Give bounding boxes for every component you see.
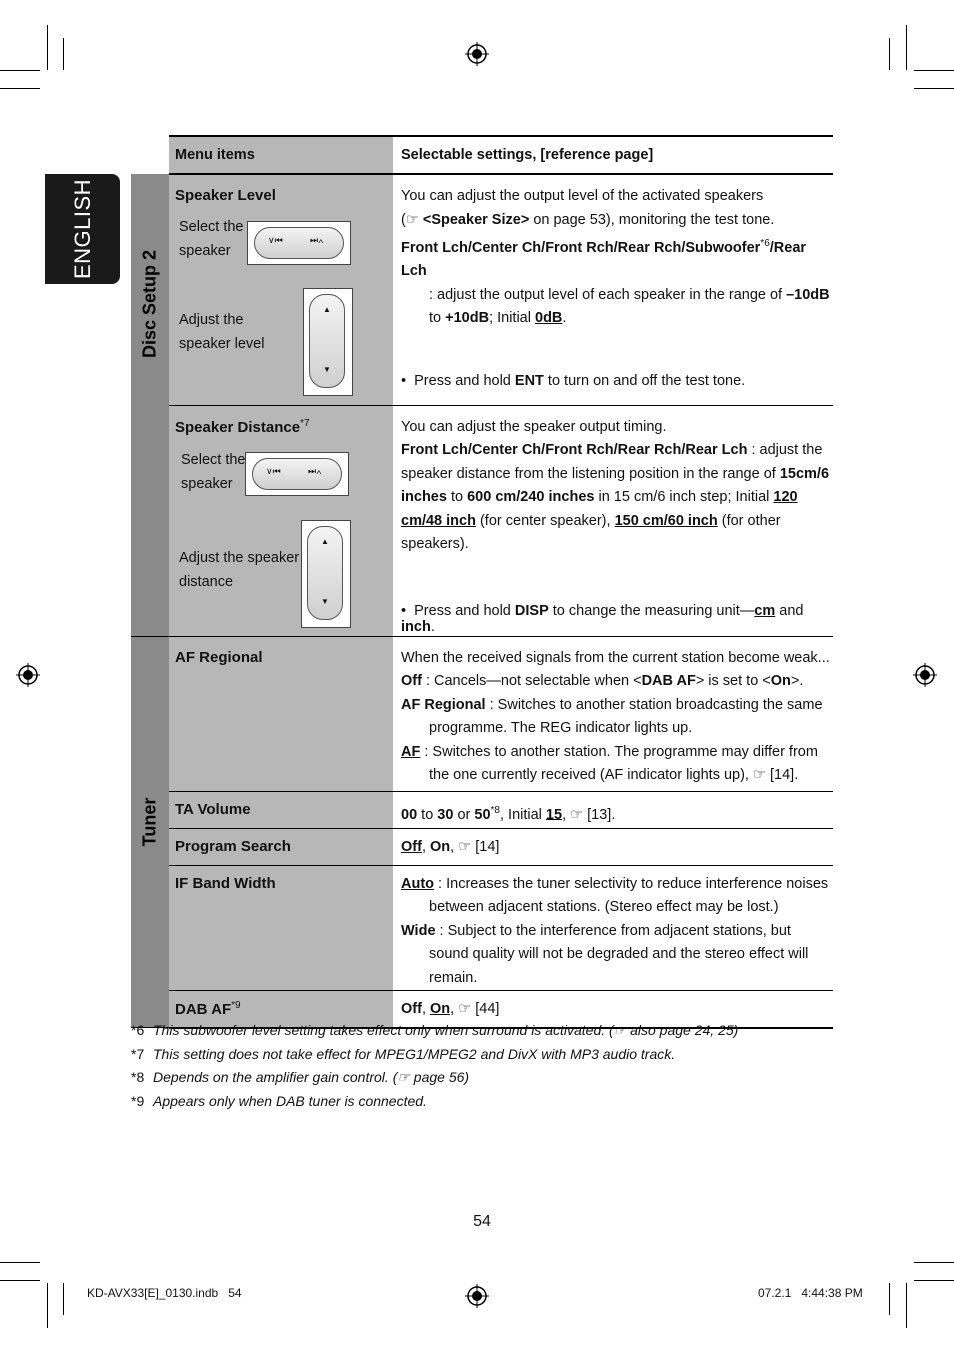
select-speaker-label: Select the speaker — [181, 451, 246, 492]
setting-text: to — [417, 806, 438, 823]
item-name: Program Search — [175, 837, 291, 855]
bullet-text: and — [775, 602, 804, 619]
crop-mark — [914, 1280, 954, 1281]
reference-icon: ☞ — [405, 211, 423, 228]
crop-mark — [0, 70, 40, 71]
crop-mark — [0, 1280, 40, 1281]
setting-initial-value: 0dB — [535, 310, 563, 327]
footnote-mark: *7 — [131, 1045, 145, 1062]
setting-initial-value: AF — [401, 743, 421, 760]
setting-text: : Switches to another station. The programme may differ from the one currently received (AF indicator lights up), ☞ [14]. — [420, 743, 818, 783]
table-row — [131, 174, 833, 405]
crop-mark — [47, 1283, 48, 1328]
settings-ta-volume — [393, 791, 833, 828]
setting-value: +10dB — [445, 310, 490, 327]
footnote-text: This setting does not take effect for MPEG1/MPEG2 and DivX with MP3 audio track. — [153, 1045, 676, 1062]
key-name: ENT — [514, 373, 544, 389]
header-selectable-settings: Selectable settings, [reference page] — [393, 136, 833, 174]
setting-text: on page 53), monitoring the test tone. — [529, 211, 775, 228]
setting-value: On — [770, 673, 791, 689]
registration-mark-icon — [16, 663, 40, 687]
setting-ref: DAB AF — [641, 673, 696, 689]
table-row — [131, 828, 833, 865]
table-row — [131, 791, 833, 828]
setting-value: inch — [401, 618, 431, 635]
setting-value: 600 cm/240 inches — [467, 489, 595, 505]
adjust-level-label: Adjust the speaker level — [179, 312, 265, 352]
bullet-note: • Press and hold DISP to change the measuring unit—cm and inch. — [401, 602, 804, 635]
setting-initial-value: On — [430, 1001, 451, 1017]
setting-text: You can adjust the output level of the activated speakers — [401, 188, 764, 204]
settings-speaker-level: You can adjust the output level of the activated speakers (☞ <Speaker Size> on page 53), monitoring the test tone. Front Lch/Center Ch/Front Rch/Rear Rch/Subwoofer$^{*6}$/Rear Lch : adjust the output level of each speaker in the range of –10dB to +10dB; Initial 0dB. • Press and hold ENT to turn on and off the test tone. — [393, 174, 833, 405]
setting-text: to — [446, 489, 468, 505]
crop-mark — [906, 25, 907, 70]
footnote-mark: *8 — [131, 1069, 145, 1085]
table-row — [131, 636, 833, 791]
crop-mark — [914, 88, 954, 89]
crop-mark — [889, 1283, 890, 1315]
item-if-band-width — [169, 865, 393, 991]
setting-initial-value: 150 cm/60 inch — [614, 512, 718, 529]
settings-speaker-distance — [393, 405, 833, 636]
crop-mark — [47, 25, 48, 70]
setting-value: Off — [401, 1001, 422, 1017]
setting-text: ; Initial — [489, 310, 535, 327]
item-name: IF Band Width — [175, 874, 276, 892]
section-label: Disc Setup 2 — [139, 249, 160, 359]
print-datetime: 07.2.1 4:44:38 PM — [758, 1286, 863, 1300]
footnote-mark: *6 — [760, 238, 770, 249]
setting-initial-value: cm — [754, 602, 776, 619]
item-name-text: DAB AF — [175, 1001, 232, 1018]
setting-value: 30 — [437, 806, 454, 823]
setting-text: ( — [401, 211, 406, 228]
setting-text: , ☞ [13]. — [562, 806, 616, 823]
setting-value: 15cm/6 inches — [401, 465, 830, 505]
bullet-text: to turn on and off the test tone. — [543, 373, 746, 389]
setting-initial-value: Off — [401, 838, 422, 855]
speaker-select-button-image — [247, 221, 351, 265]
footnote — [131, 1090, 738, 1114]
prev-icon: ∨⏮ — [268, 235, 283, 245]
setting-text: You can adjust the speaker output timing. — [401, 418, 667, 435]
distance-adjust-button-image — [301, 520, 351, 628]
select-speaker-label: Select the speaker — [179, 219, 244, 259]
item-name: TA Volume — [175, 800, 251, 818]
setting-text: in 15 cm/6 inch step; Initial — [594, 489, 774, 505]
footnote-mark: *7 — [300, 417, 310, 429]
setting-channels: Front Lch/Center Ch/Front Rch/Rear Rch/Subwoofer — [401, 239, 761, 256]
footnote-mark: *9 — [231, 1000, 241, 1011]
item-name: AF Regional — [175, 648, 263, 666]
section-disc-setup — [131, 174, 169, 636]
footnote-mark: *6 — [131, 1022, 145, 1038]
down-arrow-icon: ▼ — [321, 596, 329, 606]
setting-value: AF Regional — [401, 696, 486, 713]
footnote-text: Appears only when DAB tuner is connected. — [153, 1092, 427, 1109]
item-name-text: Speaker Distance — [175, 418, 301, 436]
setting-text: : adjust the speaker distance from the listening position in the range of — [401, 442, 823, 482]
setting-text: , ☞ [44] — [450, 1001, 500, 1017]
setting-value: Off — [401, 673, 422, 689]
footnote — [131, 1066, 738, 1090]
footnote-mark: *8 — [490, 804, 500, 816]
setting-text: (for center speaker), — [475, 512, 615, 529]
settings-program-search — [393, 828, 833, 865]
key-name: DISP — [514, 602, 549, 619]
setting-ref: <Speaker Size> — [422, 211, 530, 228]
setting-text: : Increases the tuner selectivity to reduce interference noises between adjacent stations. (Stereo effect may be lost.) — [429, 875, 829, 915]
footnotes — [131, 1019, 738, 1113]
footnote-text: Depends on the amplifier gain control. (☞ page 56) — [153, 1069, 470, 1085]
language-tab — [45, 174, 120, 284]
item-name: Speaker Level — [175, 187, 276, 204]
table-row — [131, 405, 833, 636]
setting-value: Wide — [401, 922, 436, 939]
section-tuner — [131, 636, 169, 1028]
item-program-search — [169, 828, 393, 865]
footnote — [131, 1043, 738, 1067]
setting-text: > is set to < — [695, 673, 771, 689]
setting-text: : Switches to another station broadcasting the same programme. The REG indicator lights up. — [429, 696, 823, 736]
setting-text: , — [421, 838, 430, 855]
setting-text: >. — [790, 673, 804, 689]
setting-text: : Subject to the interference from adjacent stations, but sound quality will not be degraded and the stereo effect will remain. — [429, 922, 809, 986]
prev-icon: ∨⏮ — [266, 465, 281, 476]
table-header-row — [131, 136, 833, 174]
header-menu-items: Menu items — [169, 136, 393, 174]
speaker-select-button-image — [245, 452, 349, 496]
next-icon: ⏭∧ — [308, 465, 322, 476]
registration-mark-icon — [465, 42, 489, 66]
crop-mark — [889, 38, 890, 70]
print-file-info: KD-AVX33[E]_0130.indb 54 — [87, 1286, 242, 1300]
crop-mark — [914, 70, 954, 71]
crop-mark — [63, 38, 64, 70]
registration-mark-icon — [465, 1284, 489, 1308]
bullet-text: . — [430, 618, 435, 635]
down-arrow-icon: ▼ — [323, 365, 331, 374]
item-af-regional — [169, 636, 393, 791]
setting-value: 00 — [401, 806, 418, 823]
table-row — [131, 865, 833, 991]
setting-text: or — [453, 806, 475, 823]
setting-value: 50 — [474, 806, 491, 823]
crop-mark — [0, 88, 40, 89]
setting-initial-value: Auto — [401, 875, 435, 892]
item-name — [169, 406, 393, 436]
crop-mark — [63, 1283, 64, 1315]
settings-table — [131, 135, 833, 1029]
crop-mark — [906, 1283, 907, 1328]
crop-mark — [914, 1262, 954, 1263]
footnote-mark: *9 — [131, 1092, 145, 1109]
footnote-text: This subwoofer level setting takes effect only when surround is activated. (☞ also page 24, 25) — [153, 1022, 739, 1038]
bullet-text: Press and hold — [414, 602, 515, 619]
setting-text: , Initial — [499, 806, 546, 823]
bullet-text: Press and hold — [414, 373, 515, 389]
section-label: Tuner — [139, 797, 160, 846]
setting-text: , — [421, 1001, 430, 1017]
item-speaker-level — [169, 174, 393, 405]
language-tab-label: ENGLISH — [69, 178, 95, 280]
footnote — [131, 1019, 738, 1043]
setting-initial-value: 15 — [545, 806, 563, 823]
settings-if-band-width — [393, 865, 833, 991]
next-icon: ⏭∧ — [310, 235, 324, 245]
setting-text: : adjust the output level of each speaker in the range of — [429, 286, 787, 303]
bullet-note: • Press and hold ENT to turn on and off the test tone. — [401, 373, 746, 389]
settings-af-regional — [393, 636, 833, 791]
setting-text: , ☞ [14] — [450, 838, 500, 855]
setting-value: On — [430, 838, 451, 855]
page-number: 54 — [473, 1213, 491, 1230]
setting-text: When the received signals from the current station become weak... — [401, 649, 830, 666]
registration-mark-icon — [913, 663, 937, 687]
level-adjust-button-image — [303, 288, 353, 396]
setting-text: to — [429, 310, 446, 327]
item-ta-volume — [169, 791, 393, 828]
setting-value: –10dB — [786, 286, 830, 303]
setting-text: : Cancels—not selectable when < — [421, 673, 642, 689]
item-name — [169, 991, 393, 1018]
up-arrow-icon: ▲ — [321, 536, 329, 546]
setting-channels: Front Lch/Center Ch/Front Rch/Rear Rch/Rear Lch — [401, 442, 748, 458]
adjust-distance-label: Adjust the speaker distance — [179, 549, 300, 590]
item-speaker-distance — [169, 405, 393, 636]
up-arrow-icon: ▲ — [323, 305, 331, 314]
crop-mark — [0, 1262, 40, 1263]
setting-text: (for other speakers). — [401, 512, 781, 552]
bullet-text: to change the measuring unit— — [548, 602, 755, 619]
setting-channels: /Rear Lch — [401, 239, 807, 280]
setting-initial-value: 120 cm/48 inch — [401, 489, 798, 529]
